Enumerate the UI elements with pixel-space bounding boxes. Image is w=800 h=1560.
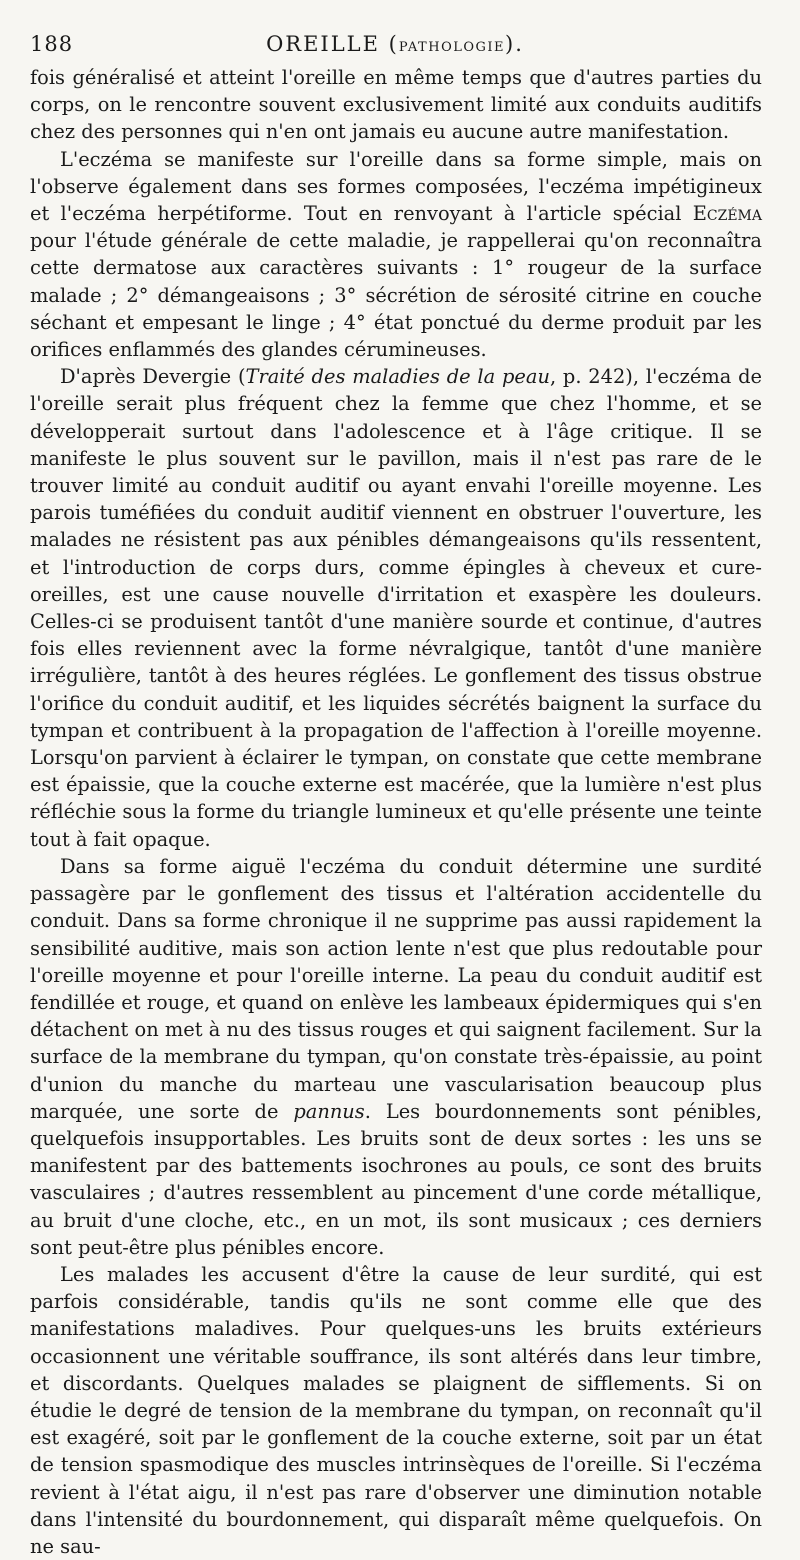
paragraph-4-text-a: Dans sa forme aiguë l'eczéma du conduit détermine une surdité passagère par le gonflement des tissus et l'altération accidentelle du conduit. Dans sa forme chronique il ne supprime pas aussi rapidement la sensibilité auditive, mais son action lente n'est que plus redoutable pour l'oreille moyenne et pour l'oreille interne. La peau du conduit auditif est fendillée et rouge, et quand on enlève les lambeaux épidermiques qui s'en détachent on met à nu des tissus rouges et qui saignent facilement. Sur la surface de la membrane du tympan, qu'on constate très-épaissie, au point d'union du manche du marteau une vascularisation beaucoup plus marquée, une sorte de: [30, 854, 762, 1123]
paragraph-3-text-a: D'après Devergie (: [60, 365, 246, 389]
cross-reference-eczema: Eczéma: [692, 202, 762, 226]
running-head: [30, 32, 760, 56]
paragraph-4: [30, 853, 762, 1261]
paragraph-4-text-c: . Les bourdonnements sont pénibles, quelquefois insupportables. Les bruits sont de deux sortes : les uns se manifestent par des battements isochrones au pouls, ce sont des bruits vasculaires ; d'autres ressemblent au pincement d'une corde métallique, au bruit d'une cloche, etc., en un mot, ils sont musicaux ; ces derniers sont peut-être plus pénibles encore.: [30, 1099, 762, 1259]
running-head-subtitle: PATHOLOGIE: [398, 40, 506, 55]
running-head-open: (: [379, 32, 399, 56]
paragraph-5: Les malades les accusent d'être la cause de leur surdité, qui est parfois considérable, tandis qu'ils ne sont comme elle que des manifestations maladives. Pour quelques-uns les bruits extérieurs occasionnent une véritable souffrance, ils sont altérés dans leur timbre, et discordants. Quelques malades se plaignent de sifflements. Si on étudie le degré de tension de la membrane du tympan, on reconnaît qu'il est exagéré, soit par le gonflement de la couche externe, soit par un état de tension spasmodique des muscles intrinsèques de l'oreille. Si l'eczéma revient à l'état aigu, il n'est pas rare d'observer une diminution notable dans l'intensité du bourdonnement, qui disparaît même quelquefois. On ne sau-: [30, 1262, 762, 1558]
paragraph-2-text-c: pour l'étude générale de cette maladie, je rappellerai qu'on reconnaîtra cette dermatose aux caractères suivants : 1° rougeur de la surface malade ; 2° démangeaisons ; 3° sécrétion de sérosité citrine en couche séchant et empesant le linge ; 4° état ponctué du derme produit par les orifices enflammés des glandes cérumineuses.: [30, 229, 762, 362]
term-pannus: pannus: [293, 1099, 365, 1123]
paragraph-2: [30, 146, 762, 364]
cited-work-title: Traité des maladies de la peau: [245, 365, 550, 389]
running-head-close: ).: [505, 32, 524, 56]
paragraph-3-text-c: , p. 242), l'eczéma de l'oreille serait plus fréquent chez la femme que chez l'homme, et se développerait surtout dans l'adolescence et à l'âge critique. Il se manifeste le plus souvent sur le pavillon, mais il n'est pas rare de le trouver limité au conduit auditif ou ayant envahi l'oreille moyenne. Les parois tuméfiées du conduit auditif viennent en obstruer l'ouverture, les malades ne résistent pas aux pénibles démangeaisons qu'ils ressentent, et l'introduction de corps durs, comme épingles à cheveux et cure-oreilles, est une cause nouvelle d'irritation et exaspère les douleurs. Celles-ci se produisent tantôt d'une manière sourde et continue, d'autres fois elles reviennent avec la forme névralgique, tantôt d'une manière irrégulière, tantôt à des heures réglées. Le gonflement des tissus obstrue l'orifice du conduit auditif, et les liquides sécrétés baignent la surface du tympan et contribuent à la propagation de l'affection à l'oreille moyenne. Lorsqu'on parvient à éclairer le tympan, on constate que cette membrane est épaissie, que la couche externe est macérée, que la lumière n'est plus réfléchie sous la forme du triangle lumineux et qu'elle présente une teinte tout à fait opaque.: [30, 365, 763, 851]
page-number: 188: [30, 32, 74, 56]
paragraph-3: [30, 363, 762, 853]
paragraph-1: fois généralisé et atteint l'oreille en même temps que d'autres parties du corps, on le rencontre souvent exclusivement limité aux conduits auditifs chez des personnes qui n'en ont jamais eu aucune autre manifestation.: [30, 66, 762, 144]
running-head-title: OREILLE: [266, 32, 380, 56]
page-header: [30, 30, 760, 64]
paragraph-2-text-a: L'eczéma se manifeste sur l'oreille dans sa forme simple, mais on l'observe également dans ses formes composées, l'eczéma impétigineux et l'eczéma herpétiforme. Tout en renvoyant à l'article spécial: [30, 147, 762, 226]
page-body: [30, 64, 762, 1560]
